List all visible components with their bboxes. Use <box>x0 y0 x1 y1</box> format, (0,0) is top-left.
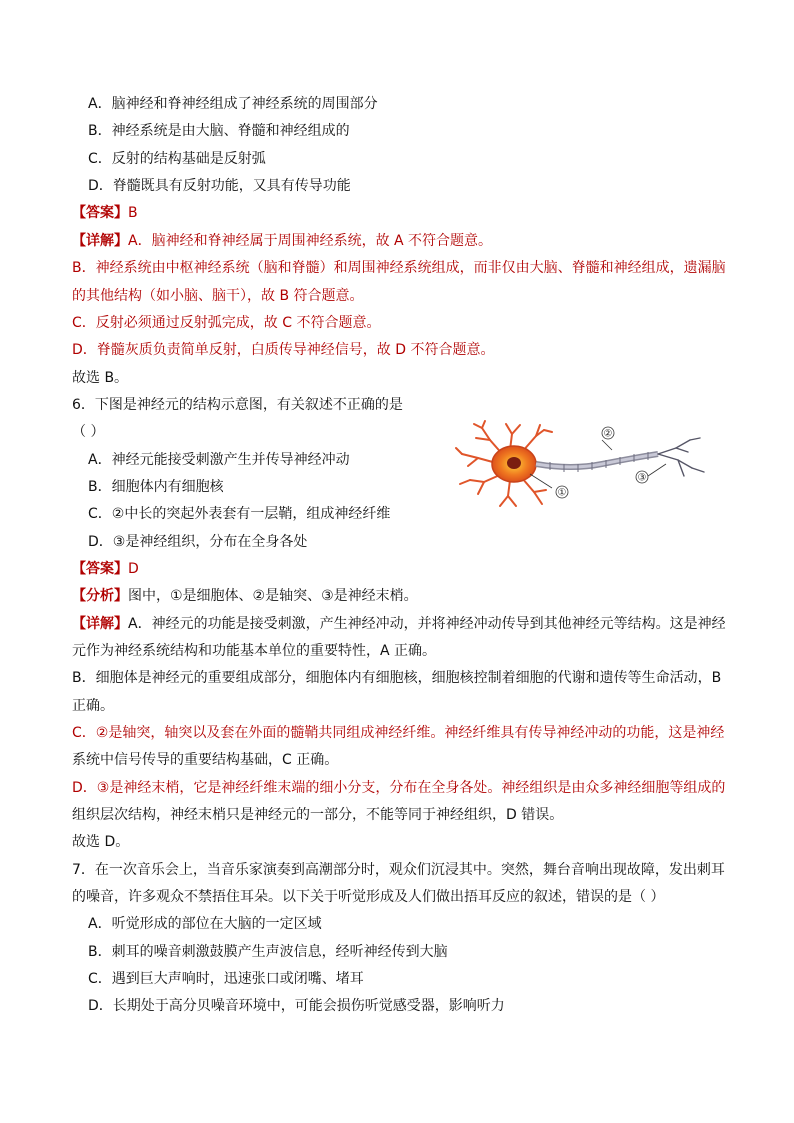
analysis-text: 图中，①是细胞体、②是轴突、③是神经末梢。 <box>128 588 418 604</box>
q6-detail-line-2: 元作为神经系统结构和功能基本单位的重要特性，A 正确。 <box>72 643 437 659</box>
detail-tag: 【详解】 <box>72 233 128 249</box>
q6-option-b: B．细胞体内有细胞核 <box>88 479 224 495</box>
detail-tag: 【详解】 <box>72 616 128 632</box>
answer-value: D <box>128 561 139 577</box>
q7-option-b: B．刺耳的噪音刺激鼓膜产生声波信息，经听神经传到大脑 <box>88 944 448 960</box>
analysis-tag: 【分析】 <box>72 588 128 604</box>
detail-text: A．神经元的功能是接受刺激，产生神经冲动，并将神经冲动传导到其他神经元等结构。这是神经 <box>128 616 726 632</box>
answer-value: B <box>128 205 138 221</box>
q6-stem: 6．下图是神经元的结构示意图，有关叙述不正确的是 <box>72 397 403 413</box>
q6-bracket: （ ） <box>72 424 105 440</box>
q5-option-c: C．反射的结构基础是反射弧 <box>88 151 266 167</box>
q5-conclusion: 故选 B。 <box>72 370 129 386</box>
q6-option-d: D．③是神经组织，分布在全身各处 <box>88 534 308 550</box>
q5-detail-line-5: D．脊髓灰质负责简单反射，白质传导神经信号，故 D 不符合题意。 <box>72 342 495 358</box>
neuron-diagram <box>452 420 717 510</box>
cell-body-icon <box>492 446 536 482</box>
q5-detail-line-1 <box>72 231 492 251</box>
q6-detail-line-3: B．细胞体是神经元的重要组成部分，细胞体内有细胞核，细胞核控制着细胞的代谢和遗传等生命活动，B <box>72 670 722 686</box>
q7-stem-line-1: 7．在一次音乐会上，当音乐家演奏到高潮部分时，观众们沉浸其中。突然，舞台音响出现故障，发出刺耳 <box>72 862 725 878</box>
label-1: ① <box>557 487 567 499</box>
q5-answer <box>72 203 138 223</box>
label-3: ③ <box>637 472 647 484</box>
q6-option-c: C．②中长的突起外表套有一层鞘，组成神经纤维 <box>88 506 391 522</box>
q6-detail-line-7: D．③是神经末梢，它是神经纤维末端的细小分支，分布在全身各处。神经组织是由众多神经细胞等组成的 <box>72 780 726 796</box>
q5-option-b: B．神经系统是由大脑、脊髓和神经组成的 <box>88 123 350 139</box>
q6-detail-line-4: 正确。 <box>72 698 114 714</box>
q6-detail-line-6: 系统中信号传导的重要结构基础，C 正确。 <box>72 752 339 768</box>
label-2: ② <box>603 428 613 440</box>
axon <box>536 452 658 472</box>
answer-tag: 【答案】 <box>72 561 128 577</box>
q5-detail-line-3: 的其他结构（如小脑、脑干），故 B 符合题意。 <box>72 288 364 304</box>
nerve-endings <box>658 438 704 476</box>
q5-option-d: D．脊髓既具有反射功能，又具有传导功能 <box>88 178 351 194</box>
q6-detail-line-1 <box>72 614 726 634</box>
q6-detail-line-8: 组织层次结构，神经末梢只是神经元的一部分，不能等同于神经组织，D 错误。 <box>72 807 564 823</box>
q5-option-a: A．脑神经和脊神经组成了神经系统的周围部分 <box>88 96 378 112</box>
q6-option-a: A．神经元能接受刺激产生并传导神经冲动 <box>88 452 350 468</box>
q6-analysis <box>72 586 418 606</box>
detail-text: A．脑神经和脊神经属于周围神经系统，故 A 不符合题意。 <box>128 233 493 249</box>
answer-tag: 【答案】 <box>72 205 128 221</box>
q6-conclusion: 故选 D。 <box>72 834 130 850</box>
q6-answer <box>72 559 139 579</box>
q5-detail-line-2: B．神经系统由中枢神经系统（脑和脊髓）和周围神经系统组成，而非仅由大脑、脊髓和神经组成，遗漏脑 <box>72 260 726 276</box>
q7-option-c: C．遇到巨大声响时，迅速张口或闭嘴、堵耳 <box>88 971 364 987</box>
q7-stem-line-2: 的噪音，许多观众不禁捂住耳朵。以下关于听觉形成及人们做出捂耳反应的叙述，错误的是（ ） <box>72 889 665 905</box>
q7-option-d: D．长期处于高分贝噪音环境中，可能会损伤听觉感受器，影响听力 <box>88 998 505 1014</box>
q7-option-a: A．听觉形成的部位在大脑的一定区域 <box>88 916 322 932</box>
q5-detail-line-4: C．反射必须通过反射弧完成，故 C 不符合题意。 <box>72 315 381 331</box>
q6-detail-line-5: C．②是轴突，轴突以及套在外面的髓鞘共同组成神经纤维。神经纤维具有传导神经冲动的功能，这是神经 <box>72 725 725 741</box>
